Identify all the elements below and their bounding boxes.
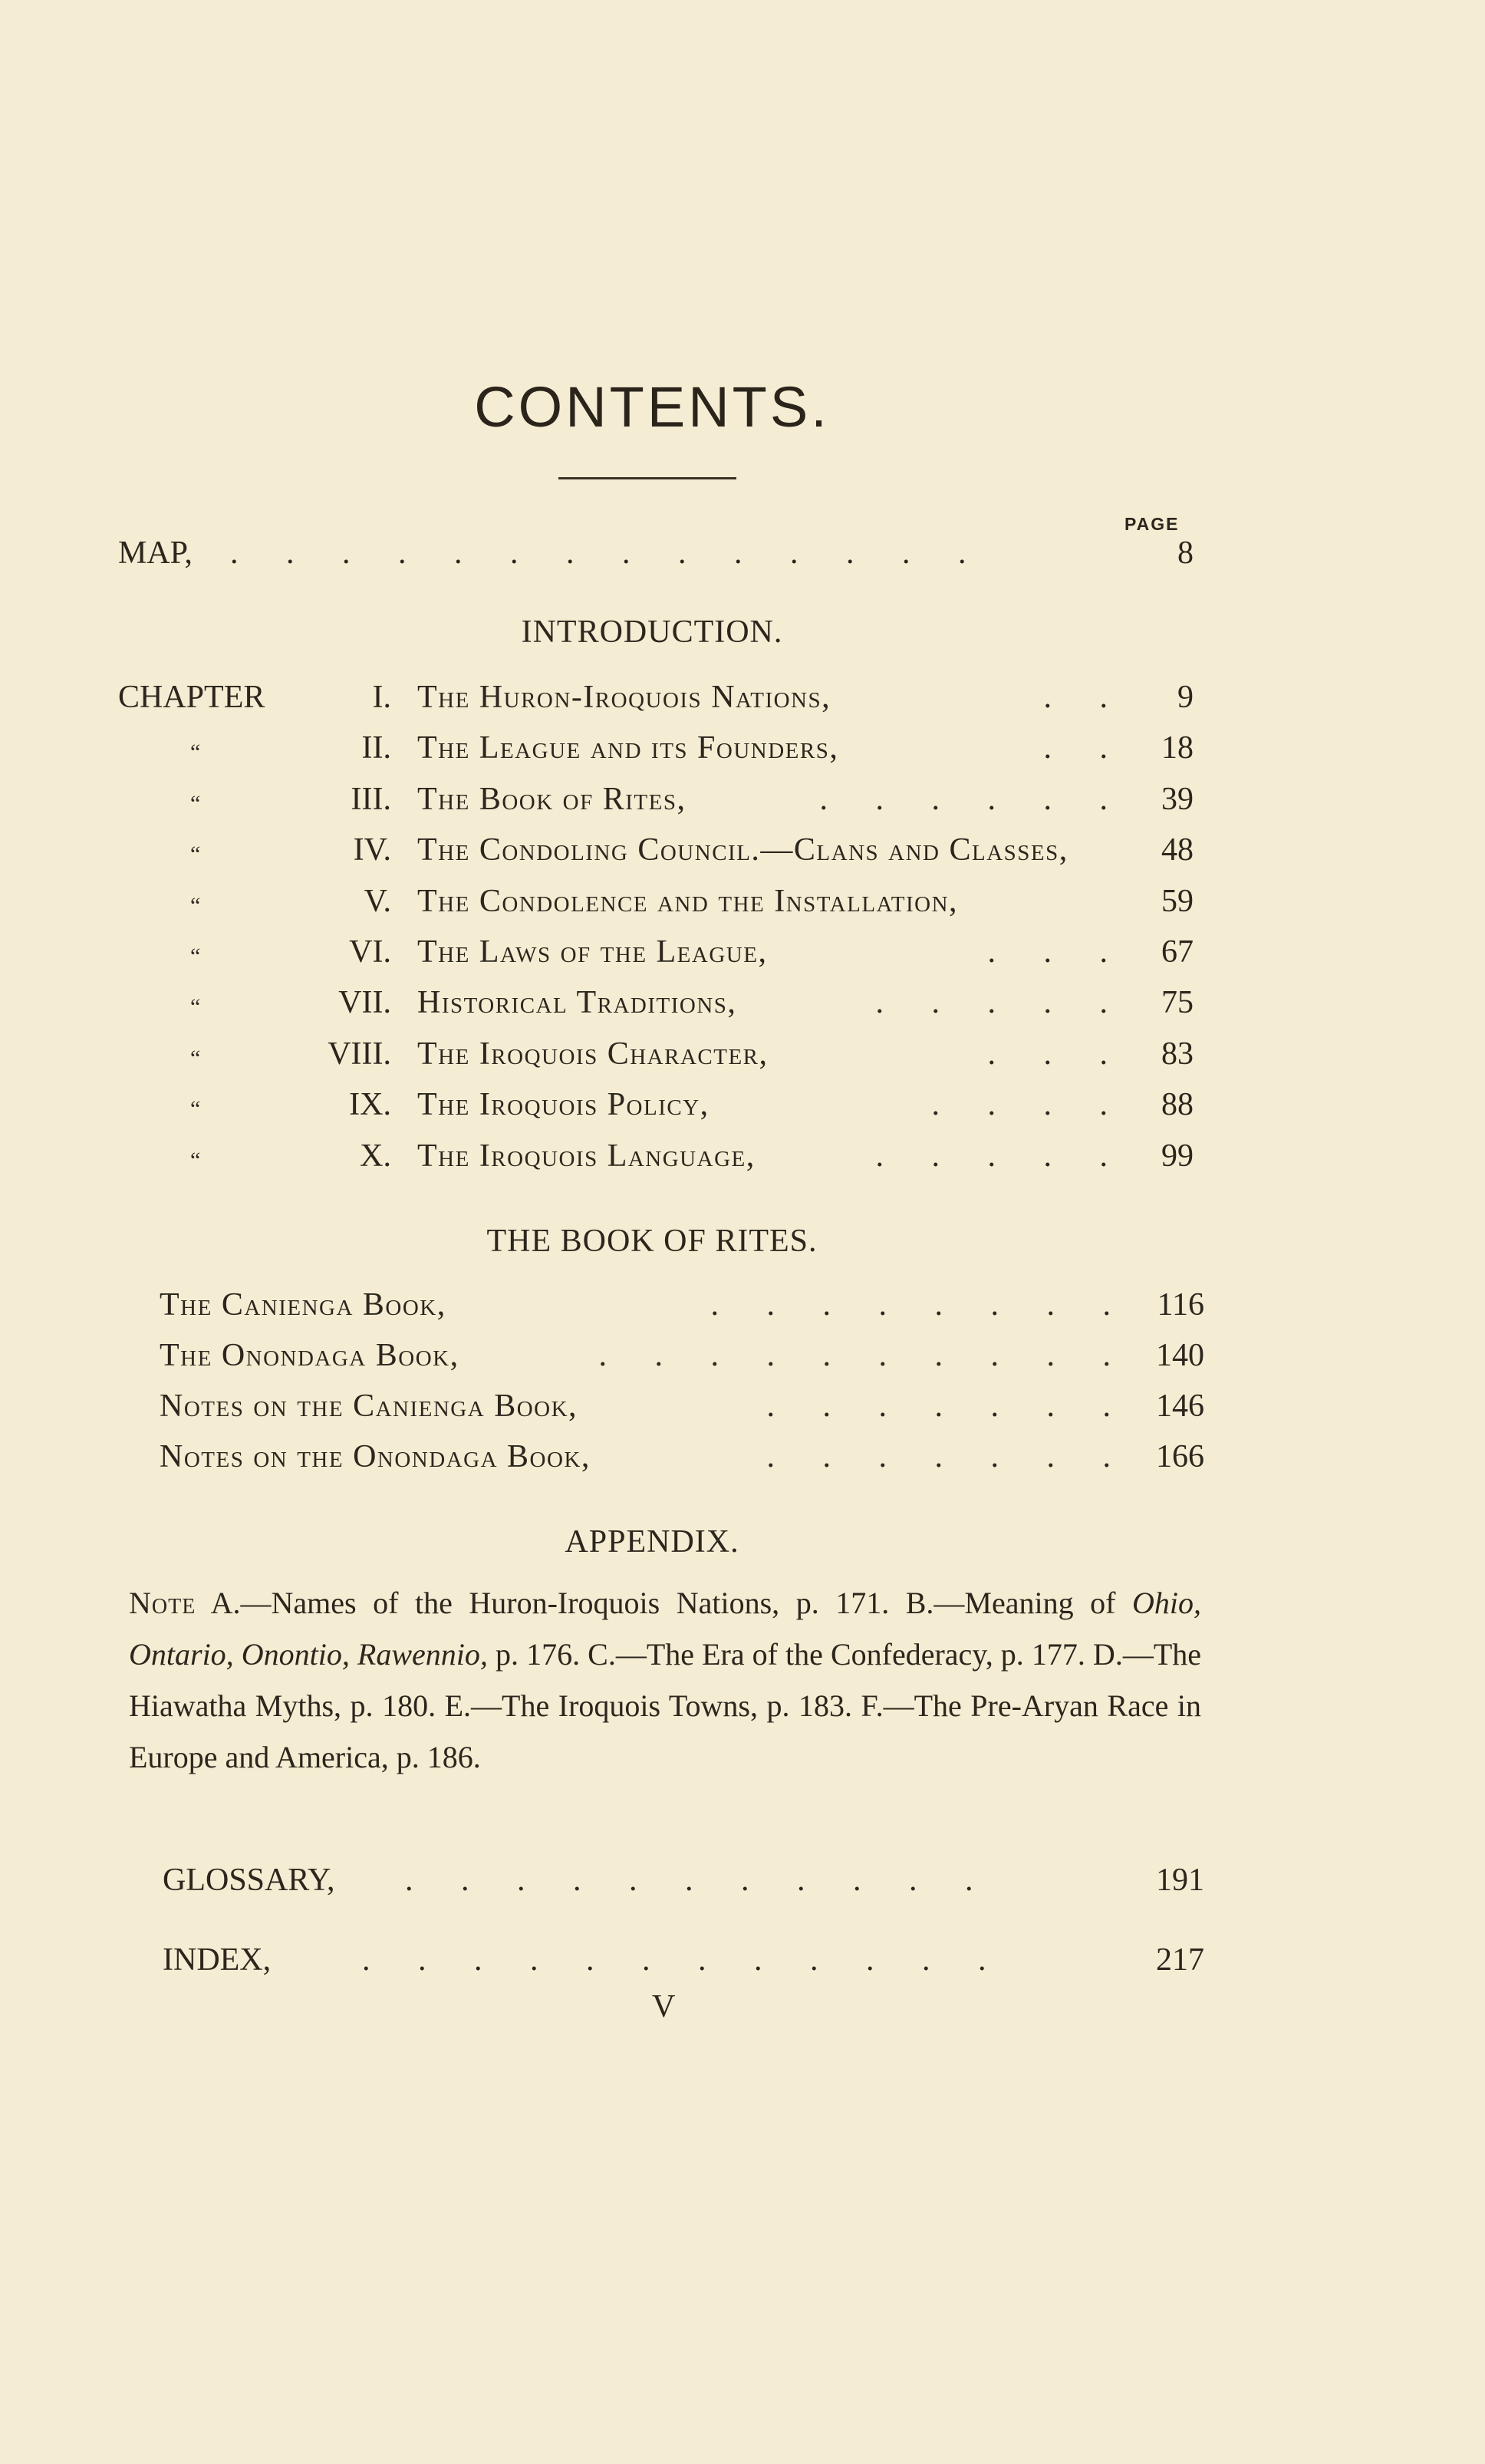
chapter-number: VIII. [328,1036,391,1072]
chapter-number: X. [360,1138,391,1174]
chapter-page: 9 [1177,680,1194,715]
chapter-number: IX. [349,1087,391,1122]
introduction-heading: INTRODUCTION. [521,614,783,650]
rites-entry-dots: . . . . . . . . [710,1287,1131,1323]
ditto-mark: “ [190,1046,201,1071]
chapter-page: 88 [1161,1087,1194,1122]
rites-entry-page: 146 [1156,1388,1204,1424]
chapter-title: The Condoling Council.—Clans and Classes, [417,832,1068,868]
glossary-page: 191 [1156,1863,1204,1898]
rites-entry-title: Notes on the Canienga Book, [160,1388,578,1424]
chapter-title: The League and its Founders, [417,730,839,766]
rites-entry-dots: . . . . . . . . . . [598,1338,1131,1373]
chapter-title: The Iroquois Language, [417,1138,756,1174]
ditto-mark: “ [190,1096,201,1122]
rites-entry-page: 116 [1157,1287,1204,1323]
chapter-number: I. [372,680,391,715]
chapter-number: II. [361,730,391,766]
chapter-title: The Huron-Iroquois Nations, [417,680,831,715]
rites-entry-title: Notes on the Onondaga Book, [160,1439,591,1474]
appendix-text-1: A.—Names of the Huron-Iroquois Nations, p. 171. B.—Meaning of [196,1586,1132,1620]
ditto-mark: “ [190,842,201,867]
glossary-dots: . . . . . . . . . . . [405,1863,993,1898]
chapter-title: The Book of Rites, [417,782,687,817]
chapter-page: 99 [1161,1138,1194,1174]
glossary-label: GLOSSARY, [163,1863,335,1898]
map-page: 8 [1177,535,1194,571]
appendix-text-2: p. 176. C.—The Era of the Confederacy, p. 177. D.—The Hiawatha Myths, p. 180. E.—The Iroquois Towns, p. 183. F.—The Pre-Aryan Race in Europe and America, p. 186. [129,1637,1201,1774]
rites-entry-title: The Canienga Book, [160,1287,446,1323]
appendix-paragraph [129,1577,1201,1783]
chapter-dots: . . [1043,680,1128,715]
appendix-heading: APPENDIX. [565,1524,739,1560]
rites-entry-title: The Onondaga Book, [160,1338,459,1373]
chapter-number: V. [364,884,391,919]
chapter-number: IV. [353,832,391,868]
chapter-title: The Laws of the League, [417,934,768,970]
chapter-number: VII. [338,985,391,1020]
chapter-page: 48 [1161,832,1194,868]
rites-entry-dots: . . . . . . . [766,1388,1131,1424]
chapter-dots: . . . . . [875,985,1128,1020]
rites-entry-page: 140 [1156,1338,1204,1373]
chapter-page: 67 [1161,934,1194,970]
ditto-mark: “ [190,944,201,969]
ditto-mark: “ [190,994,201,1020]
ditto-mark: “ [190,791,201,816]
page-column-label: PAGE [1124,514,1180,534]
chapter-page: 39 [1161,782,1194,817]
chapter-word: CHAPTER [118,680,265,715]
appendix-note-word: Note [129,1586,196,1620]
chapter-page: 59 [1161,884,1194,919]
chapter-page: 18 [1161,730,1194,766]
rites-entry-page: 166 [1156,1439,1204,1474]
ditto-mark: “ [190,740,201,765]
map-label: MAP, [118,535,193,571]
book-of-rites-heading: THE BOOK OF RITES. [486,1224,818,1259]
chapter-title: Historical Traditions, [417,985,737,1020]
ditto-mark: “ [190,893,201,918]
chapter-number: VI. [349,934,391,970]
chapter-number: III. [351,782,391,817]
chapter-dots: . . . . . . [819,782,1128,817]
rites-entry-dots: . . . . . . . [766,1439,1131,1474]
chapter-title: The Condolence and the Installation, [417,884,959,919]
map-dots: . . . . . . . . . . . . . . [230,535,986,571]
chapter-dots: . . [1043,730,1128,766]
chapter-dots: . . . [987,934,1128,970]
chapter-title: The Iroquois Policy, [417,1087,710,1122]
index-page: 217 [1156,1942,1204,1978]
index-dots: . . . . . . . . . . . . [362,1942,1006,1978]
page-folio: V [652,1989,676,2024]
chapter-dots: . . . . [931,1087,1128,1122]
chapter-dots: . . . . . [875,1138,1128,1174]
chapter-page: 83 [1161,1036,1194,1072]
title-rule [558,477,736,479]
chapter-title: The Iroquois Character, [417,1036,769,1072]
chapter-page: 75 [1161,985,1194,1020]
ditto-mark: “ [190,1148,201,1173]
index-label: INDEX, [163,1942,272,1978]
chapter-dots: . . . [987,1036,1128,1072]
page-title: CONTENTS. [474,375,830,439]
appendix-italic-words: Ohio, Ontario, Onontio, Rawennio, [129,1586,1201,1672]
